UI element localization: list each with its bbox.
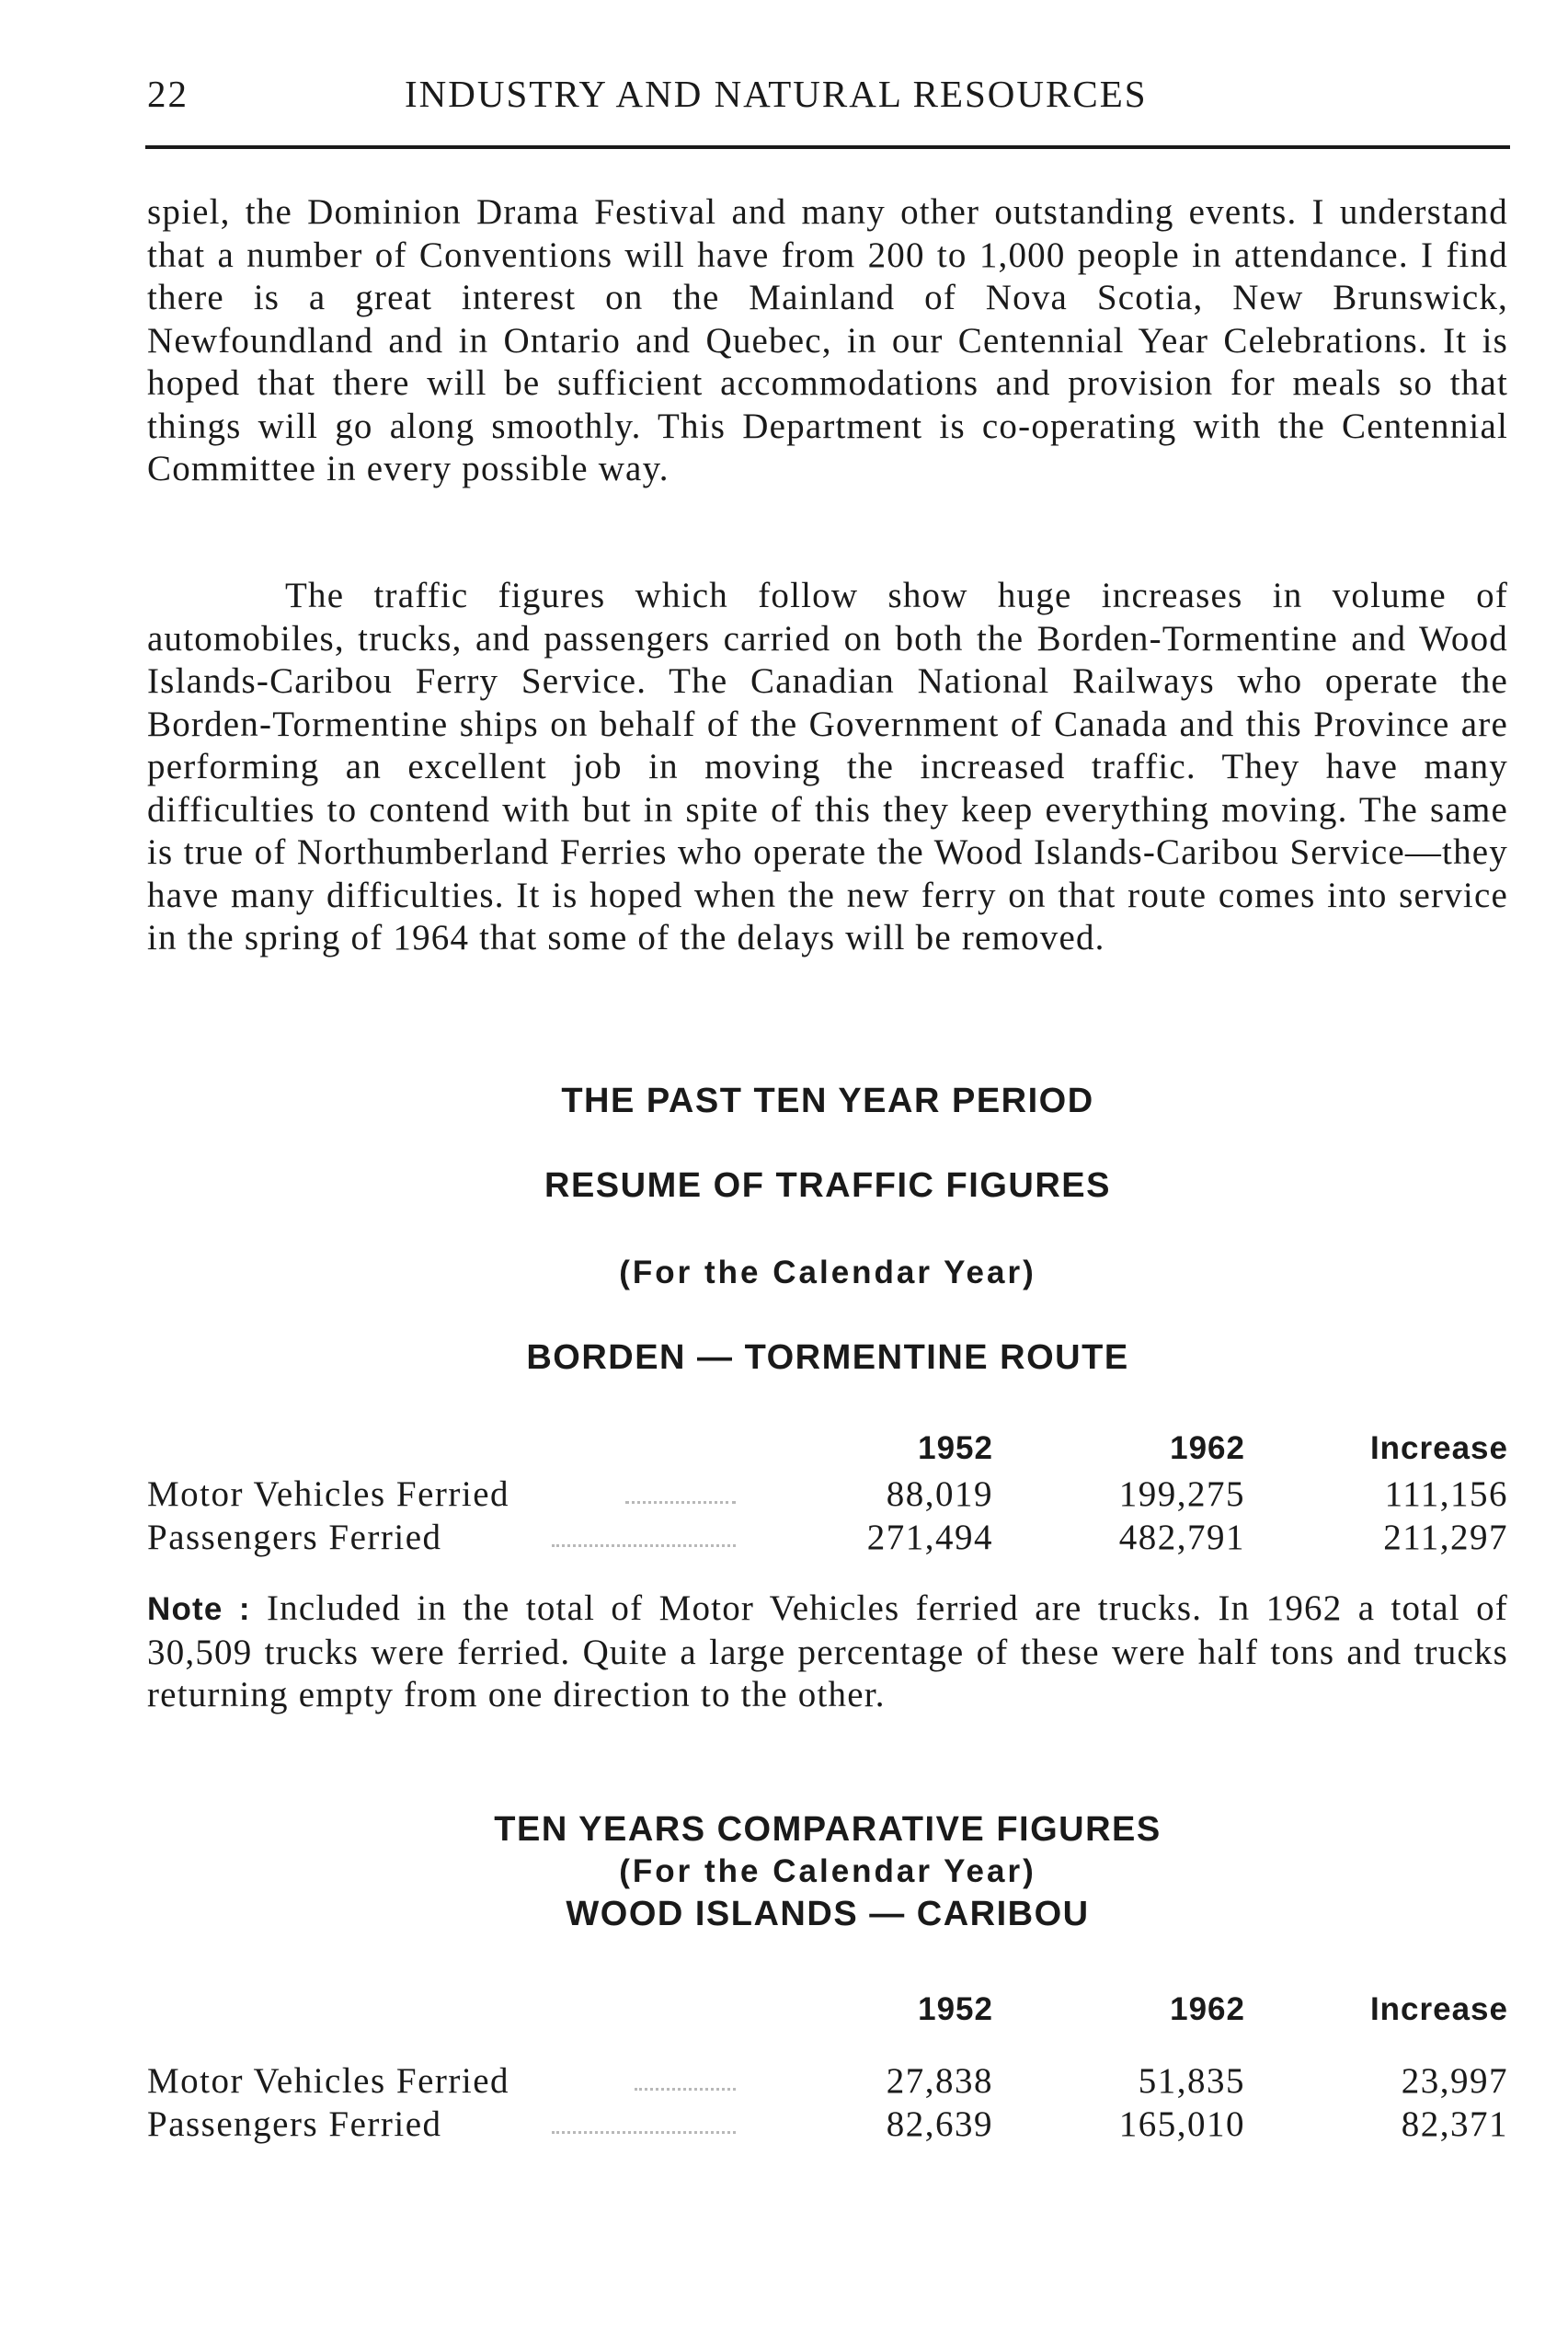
note-label: Note : — [147, 1591, 251, 1627]
heading-borden-route: BORDEN — TORMENTINE ROUTE — [526, 1338, 1129, 1377]
subheading-calendar-year: (For the Calendar Year) — [619, 1853, 1036, 1889]
table-row — [147, 2060, 1508, 2104]
table-header-row — [147, 1430, 1508, 1473]
value-1952: 82,639 — [886, 2104, 993, 2144]
heading-ten-years-comparative: TEN YEARS COMPARATIVE FIGURES — [494, 1810, 1162, 1849]
heading-resume-traffic: RESUME OF TRAFFIC FIGURES — [544, 1166, 1111, 1205]
header-rule — [145, 145, 1510, 149]
dot-leader — [552, 2131, 736, 2134]
table-row — [147, 1517, 1508, 1560]
column-header-1952: 1952 — [918, 1430, 993, 1466]
value-1962: 199,275 — [1118, 1474, 1245, 1514]
column-header-1962: 1962 — [1170, 1991, 1245, 2027]
dot-leader — [625, 1501, 736, 1504]
column-header-increase: Increase — [1369, 1430, 1508, 1466]
table-header-row — [147, 1991, 1508, 2035]
dot-leader — [552, 1544, 736, 1547]
value-1962: 165,010 — [1118, 2104, 1245, 2144]
value-increase: 23,997 — [1401, 2061, 1508, 2101]
note-paragraph — [147, 1588, 1508, 1717]
row-label: Passengers Ferried — [147, 1518, 442, 1557]
note-text: Included in the total of Motor Vehicles ferried are trucks. In 1962 a total of 30,509 trucks were ferried. Quite a large percentage of these were half tons and trucks returning empty from one direction to the other. — [147, 1588, 1508, 1714]
running-title: INDUSTRY AND NATURAL RESOURCES — [405, 73, 1148, 115]
page-number: 22 — [147, 73, 189, 115]
row-label: Motor Vehicles Ferried — [147, 1474, 510, 1514]
value-increase: 211,297 — [1383, 1518, 1508, 1557]
value-1962: 482,791 — [1118, 1518, 1245, 1557]
paragraph-traffic: The traffic figures which follow show huge increases in volume of automobiles, trucks, and passengers carried on both the Borden-Tormentine and Wood Islands-Caribou Ferry Service. The Canadian National Railways who operate the Borden-Tormentine ships on behalf of the Government of Canada and this Province are performing an excellent job in moving the increased traffic. They have many difficulties to contend with but in spite of this they keep everything moving. The same is true of Northumberland Ferries who operate the Wood Islands-Caribou Service—they have many difficulties. It is hoped when the new ferry on that route comes into service in the spring of 1964 that some of the delays will be removed. — [147, 576, 1508, 957]
column-header-1962: 1962 — [1170, 1430, 1245, 1466]
value-1962: 51,835 — [1138, 2061, 1245, 2101]
table-row — [147, 2104, 1508, 2147]
running-header — [147, 72, 1508, 127]
column-header-1952: 1952 — [918, 1991, 993, 2027]
dot-leader — [635, 2088, 736, 2091]
heading-past-ten-years: THE PAST TEN YEAR PERIOD — [561, 1082, 1094, 1120]
row-label: Motor Vehicles Ferried — [147, 2061, 510, 2101]
borden-traffic-table — [147, 1430, 1508, 1560]
value-increase: 82,371 — [1401, 2104, 1508, 2144]
subheading-calendar-year: (For the Calendar Year) — [619, 1255, 1036, 1290]
paragraph-continuation: spiel, the Dominion Drama Festival and many other outstanding events. I understand that a number of Conventions will have from 200 to 1,000 people in attendance. I find there is a great interest on the Mainland of Nova Scotia, New Brunswick, Newfoundland and in Ontario and Quebec, in our Centennial Year Celebrations. It is hoped that there will be sufficient accommodations and provision for meals so that things will go along smoothly. This Department is co-operating with the Centennial Committee in every possible way. — [147, 192, 1508, 488]
value-1952: 27,838 — [886, 2061, 993, 2101]
table-row — [147, 1473, 1508, 1517]
value-increase: 111,156 — [1384, 1474, 1508, 1514]
wood-islands-traffic-table — [147, 1991, 1508, 2147]
column-header-increase: Increase — [1369, 1991, 1508, 2027]
row-label: Passengers Ferried — [147, 2104, 442, 2144]
value-1952: 88,019 — [886, 1474, 993, 1514]
heading-wood-islands-route: WOOD ISLANDS — CARIBOU — [566, 1895, 1090, 1933]
value-1952: 271,494 — [866, 1518, 993, 1557]
